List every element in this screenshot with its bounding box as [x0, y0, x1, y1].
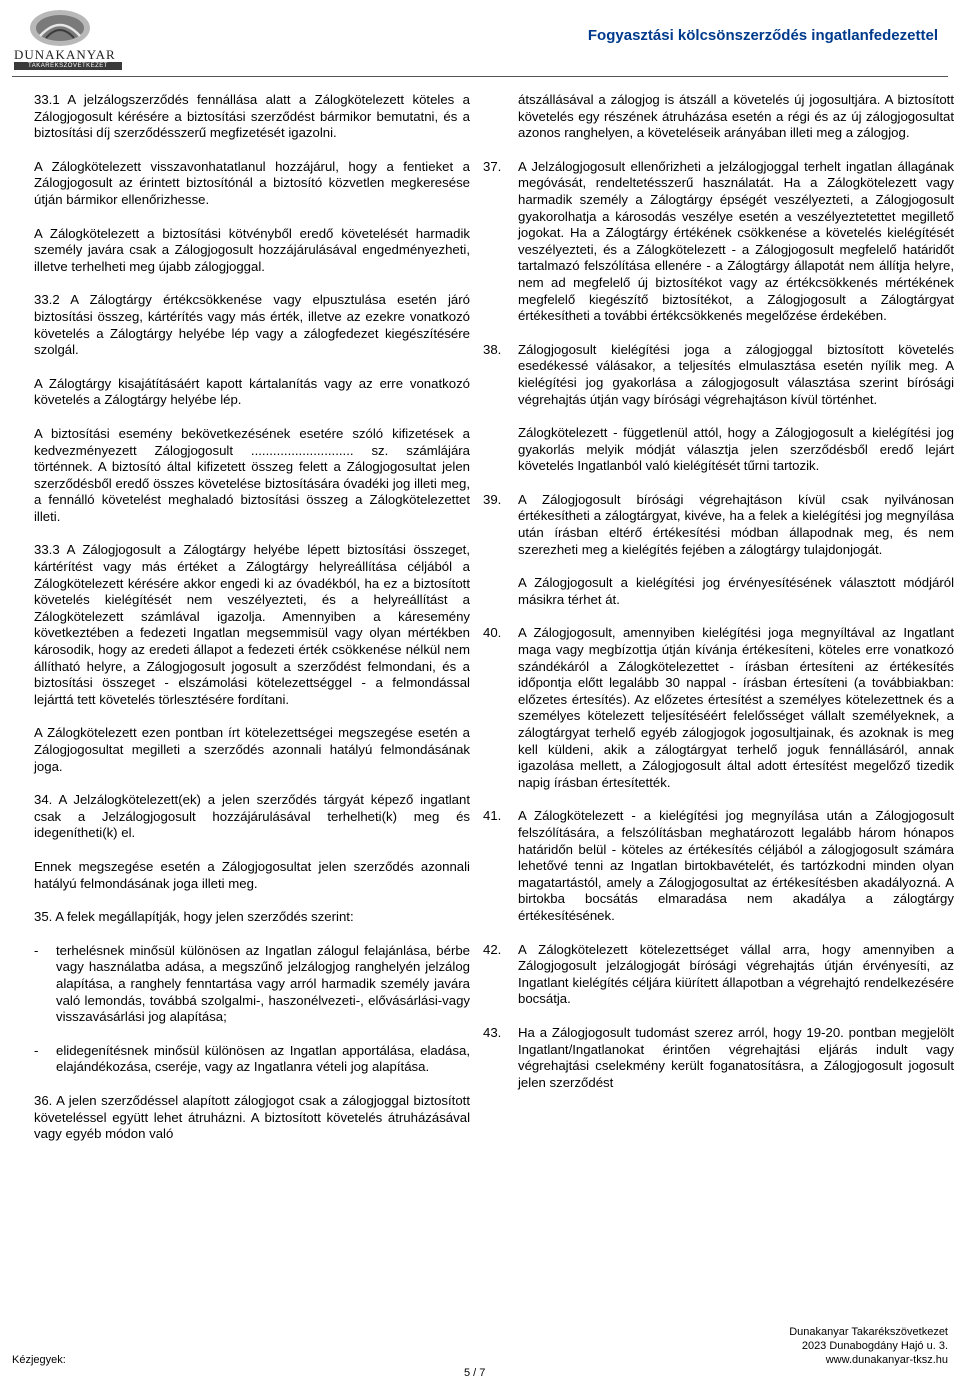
document-title: Fogyasztási kölcsönszerződés ingatlanfedezettel	[587, 27, 938, 44]
paragraph-text: A felek megállapítják, hogy jelen szerződés szerint:	[55, 909, 354, 925]
clause-33-2-b: A Zálogtárgy kisajátításáért kapott kártalanítás vagy az erre vonatkozó követelés a Zálogtárgy helyébe lép.	[34, 375, 470, 408]
clause-number: 35.	[34, 909, 53, 925]
initials-label: Kézjegyek:	[12, 1354, 66, 1366]
clause-number: 33.1	[34, 92, 60, 107]
paragraph-text: A Zálogjogosult bírósági végrehajtáson kívül csak nyilvánosan értékesítheti a zálogtárgyat, kivéve, ha a felek a kielégítési jog megnyílása után írásban eltérő értékesítési módban állapodnak meg, és nem szerezheti meg a kielégítés fejében a zálogtárgy tulajdonjogát.	[518, 491, 954, 557]
list-dash: -	[34, 1042, 39, 1058]
company-logo	[14, 6, 124, 70]
paragraph-text: Ha a Zálogjogosult tudomást szerez arról, hogy 19-20. pontban megjelölt Ingatlant/Ingatlanokat érintően végrehajtási eljárás indult vagy végrehajtási cselekmény került foganatosításra, a Zálogjogosult jogosult jelen szerződést	[518, 1024, 954, 1090]
clause-35	[34, 909, 470, 926]
clause-40: 40. A Zálogjogosult, amennyiben kielégítési joga megnyíltával az Ingatlant maga vagy megbízottja útján kívánja értékesíteni, köteles erre vonatkozó szándékáról a Zálogkötelezettet - írásban értesíteni az értékesítés időpontja előtt legalább 30 nappal - írásban értesíteni (a továbbiakban: előzetes értesítés). Az előzetes értesítést a személyes kötelezettnek és a személyes kötelezett teljesítéséért felelősséget vállalt személyeknek, a zálogtárgyat terhelő egyéb zálogjogok jogosultjainak, és azoknak is meg kell küldeni, akik a zálogtárgyat terhelő joguk fennállásáról, annak igazolása mellett, a Zálogjogosult által adott értesítést megelőző tizedik napig írásban értesítették.	[483, 625, 954, 790]
header-divider	[12, 76, 948, 77]
paragraph-text: A jelen szerződéssel alapított zálogjogot csak a zálogjoggal biztosított követeléssel együtt lehet átruházni. A biztosított követelés átruházásával vagy egyéb módon való	[34, 1092, 470, 1142]
clause-34-a	[34, 792, 470, 842]
clause-33-1-b: A Zálogkötelezett visszavonhatatlanul hozzájárul, hogy a fentieket a Zálogjogosult az érintett biztosítónál a biztosító közvetlen megkeresése útján bármikor ellenőrizhesse.	[34, 158, 470, 207]
clause-42: 42. A Zálogkötelezett kötelezettséget vállal arra, hogy amennyiben a Zálogjogosult jelzálogjogát bírósági végrehajtás útján érvényesíti, az Ingatlant kielégítés céljára kiürített állapotban a végrehajtó rendelkezésére bocsátja.	[483, 941, 954, 1007]
paragraph-text: Zálogjogosult kielégítési joga a zálogjoggal biztosított követelés esedékessé válásakor, a teljesítés elmulasztása esetén nyílik meg. A kielégítési jog gyakorlása a zálogjogosult választása szerint bírósági végrehajtás útján vagy bírósági végrehajtáson kívül történhet.	[518, 341, 954, 407]
logo-name: DUNAKANYAR	[14, 47, 116, 62]
clause-number: 36.	[34, 1092, 53, 1108]
clause-37: 37. A Jelzálogjogosult ellenőrizheti a jelzálogjoggal terhelt ingatlan állagának megóvását, rendeltetésszerű használatát. Ha a Zálogkötelezett vagy harmadik személy a Zálogtárgy épségét veszélyezteti, a Zálogjogosult gyakorolhatja a károsodás veszélye esetén a veszélyeztetettet megillető jogokat. Ha a Zálogtárgy értékének csökkenése a követelés kielégítését veszélyezteti, és a Zálogkötelezett - a Zálogjogosult megfelelő határidőt tartalmazó felszólítása ellenére - a Zálogtárgy állapotát nem állítja helyre, nem ad megfelelő új biztosítékot vagy az értékcsökkenés mértékének megfelelő kiegészítő biztosítékot, a Zálogjogosult a Zálogtárgyat értékesítheti a további értékcsökkenés megelőzése érdekében.	[483, 158, 954, 324]
page-number: 5 / 7	[464, 1367, 486, 1379]
clause-38-b: Zálogkötelezett - függetlenül attól, hogy a Zálogjogosult a kielégítési jog gyakorlás melyik módját választja jelen szerződésből eredő lejárt követelés Ingatlanból való kielégítését tűrni tartozik.	[518, 425, 954, 474]
footer-address: 2023 Dunabogdány Hajó u. 3.	[801, 1340, 948, 1352]
list-item-text: elidegenítésnek minősül különösen az Ingatlan apportálása, eladása, elajándékozása, cseréje, vagy az Ingatlanra vételi jog alapítása.	[56, 1042, 470, 1075]
paragraph-text: A Jelzálogkötelezett(ek) a jelen szerződés tárgyát képező ingatlant csak a Jelzálogjogosult hozzájárulásával terhelheti(k) meg és idegenítheti(k) el.	[34, 792, 470, 841]
paragraph-text: A Jelzálogjogosult ellenőrizheti a jelzálogjoggal terhelt ingatlan állagának megóvását, rendeltetésszerű használatát. Ha a Zálogkötelezett vagy harmadik személy a Zálogtárgy épségét veszélyezteti, a Zálogjogosult gyakorolhatja a károsodás veszélye esetén a veszélyeztetettet megillető jogokat. Ha a Zálogtárgy értékének csökkenése a követelés kielégítését veszélyezteti, és a Zálogkötelezett - a Zálogjogosult megfelelő határidőt tartalmazó felszólítása ellenére - a Zálogtárgy állapotát nem állítja helyre, nem ad megfelelő új biztosítékot vagy az értékcsökkenés mértékének megfelelő kiegészítő biztosítékot, a Zálogjogosult a Zálogtárgyat értékesítheti a további értékcsökkenés megelőzése érdekében.	[518, 158, 954, 324]
clause-33-3-a: 33.3 A Zálogjogosult a Zálogtárgy helyébe lépett biztosítási összeget, kártérítést vagy más értéket a Zálogtárgy helyreállítása céljából a Zálogkötelezett kérésére akkor engedi ki az óvadékból, ha ez a biztosított követelés kielégítését nem veszélyezteti, és a helyreállítást a Zálogkötelezett számlával igazolja. Amennyiben a káresemény következtében a fedezeti Ingatlan megsemmisül vagy olyan mértékben károsodik, hogy az eredeti állapot a fedezeti érték csökkenése nélkül nem állítható helyre, a Zálogjogosult jogosult a szerződést felmondani, és a biztosítási összeget - elszámolási kötelezettséggel - a felmondással lejárttá tett követelés törlesztésére fordítani.	[34, 542, 470, 707]
clause-36-continued: átszállásával a zálogjog is átszáll a követelés új jogosultjára. A biztosított követelés egy részének átruházása esetén a régi és az új zálogjogosultat azonos ranghelyen, a követeléseik arányában illeti meg a zálogjog.	[518, 92, 954, 141]
clause-33-1-a	[34, 92, 470, 142]
clause-39-b: A Zálogjogosult a kielégítési jog érvényesítésének választott módjáról másikra térhet át.	[518, 575, 954, 607]
list-item-text: terhelésnek minősül különösen az Ingatlan zálogul felajánlása, bérbe vagy használatba adása, a megszűnő jelzálogjog ranghelyén jelzálog alapítása, a ranghely fenntartása vagy arról harmadik személy javára való lemondás, továbbá szolgalmi-, haszonélvezeti-, elővásárlási-vagy visszavásárlási jog alapítása;	[56, 942, 470, 1025]
left-column	[34, 92, 470, 1143]
paragraph-text: A Zálogkötelezett kötelezettséget vállal arra, hogy amennyiben a Zálogjogosult jelzálogjogát bírósági végrehajtás útján érvényesíti, az Ingatlant kielégítés céljára kiürített állapotban a végrehajtó rendelkezésére bocsátja.	[518, 941, 954, 1007]
clause-43: 43. Ha a Zálogjogosult tudomást szerez arról, hogy 19-20. pontban megjelölt Ingatlant/Ingatlanokat érintően végrehajtási eljárás indult vagy végrehajtási cselekmény került foganatosításra, a Zálogjogosult jogosult jelen szerződést	[483, 1024, 954, 1090]
clause-33-1-c: A Zálogkötelezett a biztosítási kötvényből eredő követelését harmadik személy javára csak a Zálogjogosult hozzájárulásával engedményezheti, illetve terhelheti meg újabb zálogjoggal.	[34, 225, 470, 274]
clause-39: 39. A Zálogjogosult bírósági végrehajtáson kívül csak nyilvánosan értékesítheti a zálogtárgyat, kivéve, ha a felek a kielégítési jog megnyílása után írásban eltérő értékesítési módban állapodnak meg, és nem szerezheti meg a kielégítés fejében a zálogtárgy tulajdonjogát.	[483, 491, 954, 557]
clause-33-3-b: A Zálogkötelezett ezen pontban írt kötelezettségei megszegése esetén a Zálogjogosultat megilleti a szerződés azonnali hatályú felmondásának joga.	[34, 725, 470, 774]
paragraph-text: A Zálogkötelezett - a kielégítési jog megnyílása után a Zálogjogosult felszólítására, a felszólításban meghatározott legalább három hónapos határidőn belül - köteles az értékesítés céljából a zálogjogosult számára lehetővé tenni az Ingatlan birtokbavételét, és tartózkodni minden olyan magatartástól, amely a Zálogjogosultat az értékesítésben akadályozná. A birtokba bocsátás elmaradása nem akadálya a zálogtárgy értékesítésének.	[518, 808, 954, 923]
clause-36	[34, 1093, 470, 1143]
paragraph-text: A jelzálogszerződés fennállása alatt a Zálogkötelezett köteles a Zálogjogosult kérésére a biztosítási szerződést bármikor bemutatni, és a biztosítási díj szerződésszerű megfizetését igazolni.	[34, 92, 471, 141]
company-footer	[789, 1325, 948, 1367]
clause-35-item-alienation	[34, 1043, 470, 1076]
footer-website: www.dunakanyar-tksz.hu	[825, 1354, 948, 1366]
clause-34-b: Ennek megszegése esetén a Zálogjogosultat jelen szerződés azonnali hatályú felmondásának joga illeti meg.	[34, 858, 470, 891]
clause-33-2-c: A biztosítási esemény bekövetkezésének esetére szóló kifizetések a kedvezményezett Zálogjogosult ............................ sz. számlájára történnek. A biztosító által kifizetett összeg felett a Zálogjogosultat jelen szerződésből eredő összes követelése biztosítására óvadéki jog illeti meg, a fennálló követelést meghaladó biztosítási összeg a Zálogkötelezettet illeti.	[34, 425, 470, 524]
clause-41: 41. A Zálogkötelezett - a kielégítési jog megnyílása után a Zálogjogosult felszólítására, a felszólításban meghatározott legalább három hónapos határidőn belül - köteles az értékesítés céljából a zálogjogosult számára lehetővé tenni az Ingatlan birtokbavételét, és tartózkodni minden olyan magatartástól, amely a Zálogjogosultat az értékesítésben akadályozná. A birtokba bocsátás elmaradása nem akadálya a zálogtárgy értékesítésének.	[483, 808, 954, 923]
right-column	[483, 92, 954, 1108]
clause-35-item-encumbrance	[34, 943, 470, 1026]
clause-33-2-a: 33.2 A Zálogtárgy értékcsökkenése vagy elpusztulása esetén járó biztosítási összeg, kártérítés vagy más érték, illetve az ezekre vonatkozó követelés a Zálogtárgy helyébe lép vagy a zálogfedezet kiegészítésére szolgál.	[34, 292, 470, 358]
logo-subtitle: TAKARÉKSZÖVETKEZET	[14, 62, 122, 70]
clause-38: 38. Zálogjogosult kielégítési joga a zálogjoggal biztosított követelés esedékessé válásakor, a teljesítés elmulasztása esetén nyílik meg. A kielégítési jog gyakorlása a zálogjogosult választása szerint bírósági végrehajtás útján vagy bírósági végrehajtáson kívül történhet.	[483, 341, 954, 407]
list-dash: -	[34, 942, 39, 958]
page-header	[0, 0, 960, 78]
clause-number: 34.	[34, 792, 53, 808]
paragraph-text: A Zálogjogosult, amennyiben kielégítési joga megnyíltával az Ingatlant maga vagy megbízottja útján kívánja értékesíteni, köteles erre vonatkozó szándékáról a Zálogkötelezettet - írásban értesíteni az értékesítés időpontja előtt legalább 30 nappal - írásban értesíteni (a továbbiakban: előzetes értesítés). Az előzetes értesítést a személyes kötelezettnek és a személyes kötelezett teljesítéséért felelősséget vállalt személyeknek, a zálogtárgyat terhelő egyéb zálogjogok jogosultjainak, és azoknak is meg kell küldeni, akik a zálogtárgyat terhelő joguk fennállásáról, annak igazolása mellett, a Zálogjogosult által adott értesítést megelőző tizedik napig írásban értesítették.	[518, 625, 954, 790]
footer-company-name: Dunakanyar Takarékszövetkezet	[789, 1326, 948, 1338]
logo-emblem-icon	[28, 8, 92, 48]
